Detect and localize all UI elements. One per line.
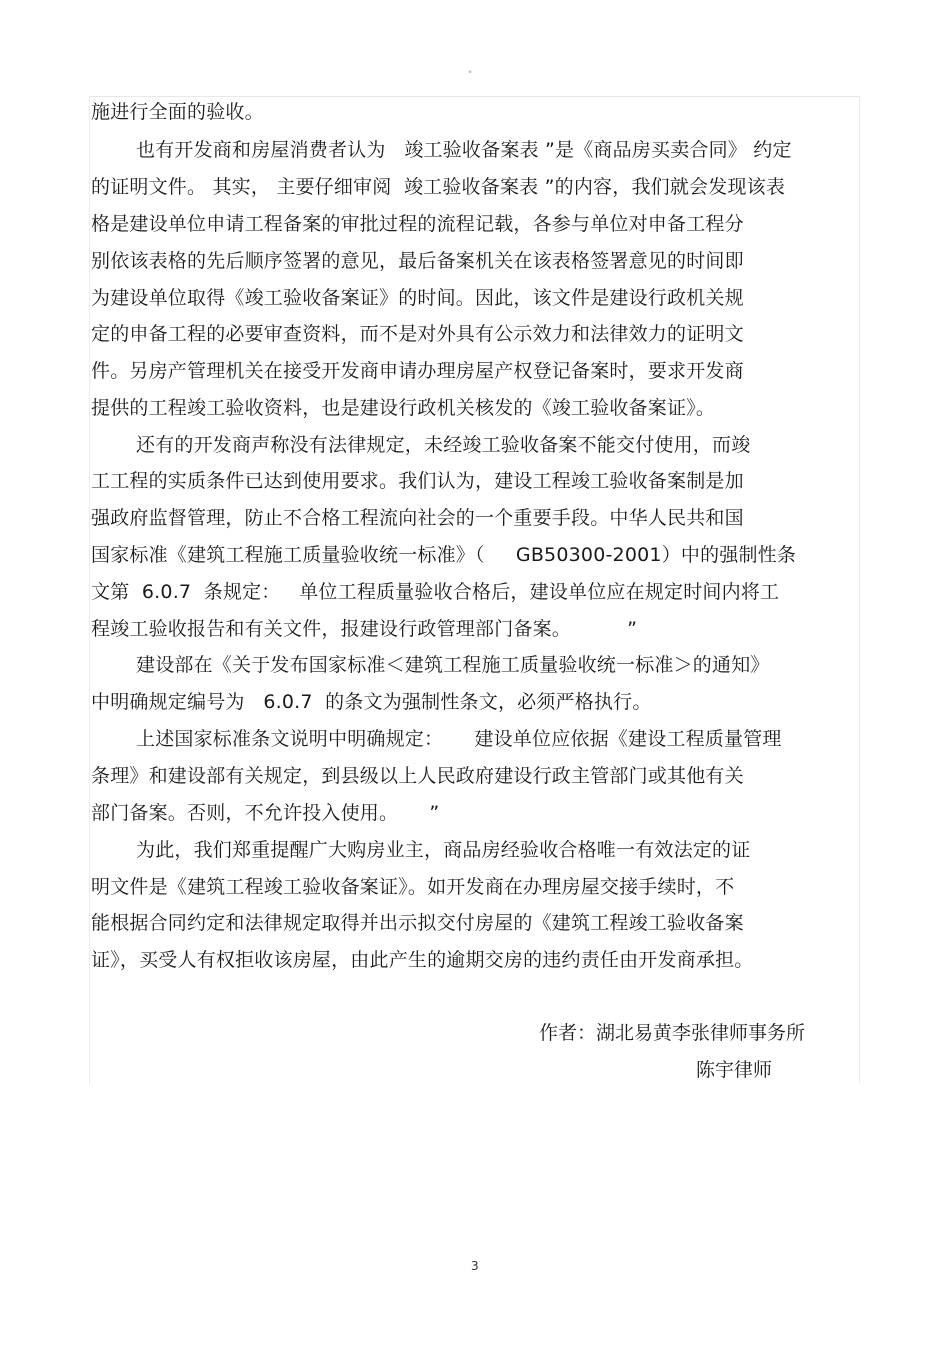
text-line: 格是建设单位申请工程备案的审批过程的流程记载，各参与单位对申备工程分 — [91, 213, 744, 235]
text-line: 提供的工程竣工验收资料，也是建设行政机关核发的《竣工验收备案证》。 — [91, 397, 716, 419]
text-line: 国家标准《建筑工程施工质量验收统一标准》（ GB50300-2001）中的强制性条 — [91, 544, 797, 566]
text-line: 条理》和建设部有关规定，到县级以上人民政府建设行政主管部门或其他有关 — [91, 765, 744, 787]
text-line: 强政府监督管理，防止不合格工程流向社会的一个重要手段。中华人民共和国 — [91, 507, 744, 529]
text-line: 还有的开发商声称没有法律规定，未经竣工验收备案不能交付使用，而竣 — [136, 434, 751, 456]
text-line: 施进行全面的验收。 — [91, 101, 264, 123]
text-line: 建设部在《关于发布国家标准＜建筑工程施工质量验收统一标准＞的通知》 — [136, 654, 770, 676]
author-name: 陈宇律师 — [696, 1059, 773, 1081]
text-line: 件。另房产管理机关在接受开发商申请办理房屋产权登记备案时，要求开发商 — [91, 360, 744, 382]
author-affiliation: 作者：湖北易黄李张律师事务所 — [539, 1022, 806, 1044]
text-line: 部门备案。否则，不允许投入使用。 ” — [91, 802, 440, 824]
text-line: 别依该表格的先后顺序签署的意见，最后备案机关在该表格签署意见的时间即 — [91, 250, 744, 272]
text-line: 定的申备工程的必要审查资料，而不是对外具有公示效力和法律效力的证明文 — [91, 323, 744, 345]
text-line: 上述国家标准条文说明中明确规定： 建设单位应依据《建设工程质量管理 — [136, 728, 782, 750]
text-line: 的证明文件。 其实， 主要仔细审阅 竣工验收备案表 ”的内容，我们就会发现该表 — [91, 176, 786, 198]
text-line: 证》，买受人有权拒收该房屋，由此产生的逾期交房的违约责任由开发商承担。 — [91, 949, 754, 971]
text-line: 也有开发商和房屋消费者认为 竣工验收备案表 ”是《商品房买卖合同》 约定 — [136, 139, 792, 161]
text-line: 明文件是《建筑工程竣工验收备案证》。如开发商在办理房屋交接手续时，不 — [91, 876, 735, 898]
header-mark: " — [468, 70, 473, 80]
text-line: 为建设单位取得《竣工验收备案证》的时间。因此，该文件是建设行政机关规 — [91, 287, 744, 309]
text-line: 为此，我们郑重提醒广大购房业主，商品房经验收合格唯一有效法定的证 — [136, 839, 751, 861]
text-line: 文第 6.0.7 条规定： 单位工程质量验收合格后，建设单位应在规定时间内将工 — [91, 581, 780, 603]
text-line: 工工程的实质条件已达到使用要求。我们认为，建设工程竣工验收备案制是加 — [91, 470, 744, 492]
text-line: 程竣工验收报告和有关文件，报建设行政管理部门备案。 ” — [91, 618, 638, 640]
page-number: 3 — [471, 1259, 479, 1273]
text-line: 中明确规定编号为 6.0.7 的条文为强制性条文，必须严格执行。 — [91, 691, 652, 713]
text-line: 能根据合同约定和法律规定取得并出示拟交付房屋的《建筑工程竣工验收备案 — [91, 912, 744, 934]
